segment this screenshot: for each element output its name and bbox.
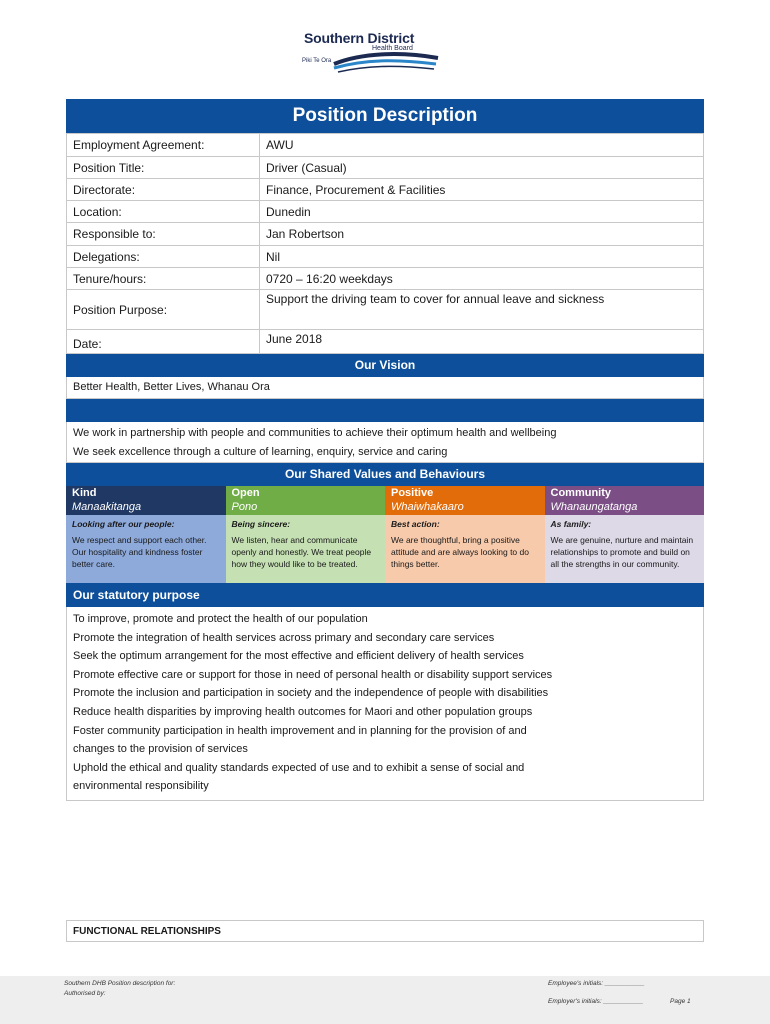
info-value: Finance, Procurement & Facilities [260, 179, 704, 201]
page-footer [0, 976, 770, 1024]
info-label: Tenure/hours: [67, 268, 260, 290]
logo-tagline: Piki Te Ora [302, 58, 332, 64]
info-row [67, 246, 704, 268]
position-description-document [66, 99, 704, 801]
footer-employee-initials: Employee's initials: ___________ [548, 980, 645, 987]
statutory-line: To improve, promote and protect the health of our population [73, 613, 368, 625]
values-grid [66, 486, 704, 583]
logo-sub: Health Board [372, 45, 413, 52]
value-maori: Whaiwhakaaro [385, 501, 545, 515]
statutory-line: Foster community participation in health improvement and in planning for the provision of and [73, 724, 527, 737]
info-label: Employment Agreement: [67, 134, 260, 157]
value-name: Open [226, 486, 386, 501]
statutory-line: Reduce health disparities by improving health outcomes for Maori and other population groups [73, 705, 533, 718]
info-label: Responsible to: [67, 223, 260, 246]
statutory-heading: Our statutory purpose [66, 583, 704, 607]
value-body [66, 515, 226, 583]
info-row [67, 201, 704, 223]
mission-line: We seek excellence through a culture of learning, enquiry, service and caring [73, 446, 448, 458]
info-value: Jan Robertson [260, 223, 704, 246]
value-community [545, 486, 705, 583]
info-value: Support the driving team to cover for annual leave and sickness [260, 290, 704, 330]
info-value: Dunedin [260, 201, 704, 223]
vision-heading: Our Vision [66, 354, 704, 377]
footer-page-number: Page 1 [670, 998, 691, 1005]
value-body [226, 515, 386, 583]
info-value: 0720 – 16:20 weekdays [260, 268, 704, 290]
info-row [67, 290, 704, 330]
value-text: We listen, hear and communicate openly and honestly. We treat people how they would like to be treated. [231, 535, 372, 569]
info-row [67, 268, 704, 290]
info-value: June 2018 [260, 330, 704, 354]
info-label: Directorate: [67, 179, 260, 201]
value-name: Kind [66, 486, 226, 501]
logo-name: Southern District [304, 30, 415, 46]
value-name: Positive [385, 486, 545, 501]
value-maori: Manaakitanga [66, 501, 226, 515]
info-row [67, 134, 704, 157]
value-text: We are thoughtful, bring a positive attitude and are always looking to do things better. [391, 535, 529, 569]
info-value: Driver (Casual) [260, 157, 704, 179]
document-title: Position Description [66, 99, 704, 133]
statutory-line: Seek the optimum arrangement for the most effective and efficient delivery of health services [73, 650, 524, 663]
statutory-list [66, 607, 704, 801]
functional-relationships-heading: FUNCTIONAL RELATIONSHIPS [66, 920, 704, 942]
info-row [67, 157, 704, 179]
values-heading: Our Shared Values and Behaviours [66, 463, 704, 486]
info-row [67, 223, 704, 246]
value-body [545, 515, 705, 583]
value-name: Community [545, 486, 705, 501]
value-text: We respect and support each other. Our hospitality and kindness foster better care. [72, 535, 207, 569]
southern-dhb-logo [294, 28, 440, 74]
value-lead: Best action: [391, 519, 440, 529]
value-maori: Whanaungatanga [545, 501, 705, 515]
position-info-table [66, 133, 704, 354]
info-label: Date: [67, 330, 260, 354]
value-body [385, 515, 545, 583]
footer-employer-initials: Employer's initials: ___________ [548, 998, 644, 1005]
statutory-line: Promote the integration of health services across primary and secondary care services [73, 631, 495, 644]
footer-authorised-by: Authorised by: [64, 990, 106, 997]
mission-line: We work in partnership with people and communities to achieve their optimum health and wellbeing [73, 427, 557, 439]
info-value: Nil [260, 246, 704, 268]
statutory-line: Uphold the ethical and quality standards expected of use and to exhibit a sense of social and [73, 761, 525, 774]
mission-heading [66, 399, 704, 422]
info-row [67, 179, 704, 201]
value-lead: Being sincere: [231, 519, 291, 529]
statutory-line: changes to the provision of services [73, 743, 248, 756]
info-row [67, 330, 704, 354]
value-maori: Pono [226, 501, 386, 515]
value-kind [66, 486, 226, 583]
info-label: Position Purpose: [67, 290, 260, 330]
info-label: Location: [67, 201, 260, 223]
mission-block [66, 422, 704, 463]
value-open [226, 486, 386, 583]
statutory-line: environmental responsibility [73, 780, 209, 793]
value-lead: As family: [550, 519, 592, 529]
statutory-line: Promote the inclusion and participation in society and the independence of people with disabilities [73, 687, 549, 700]
value-text: We are genuine, nurture and maintain relationships to promote and build on all the strengths in our community. [550, 535, 694, 569]
value-positive [385, 486, 545, 583]
footer-position-for: Southern DHB Position description for: [64, 980, 176, 987]
value-lead: Looking after our people: [72, 519, 175, 529]
info-value: AWU [260, 134, 704, 157]
info-label: Delegations: [67, 246, 260, 268]
vision-text: Better Health, Better Lives, Whanau Ora [66, 377, 704, 399]
statutory-line: Promote effective care or support for those in need of personal health or disability support services [73, 668, 553, 681]
info-label: Position Title: [67, 157, 260, 179]
